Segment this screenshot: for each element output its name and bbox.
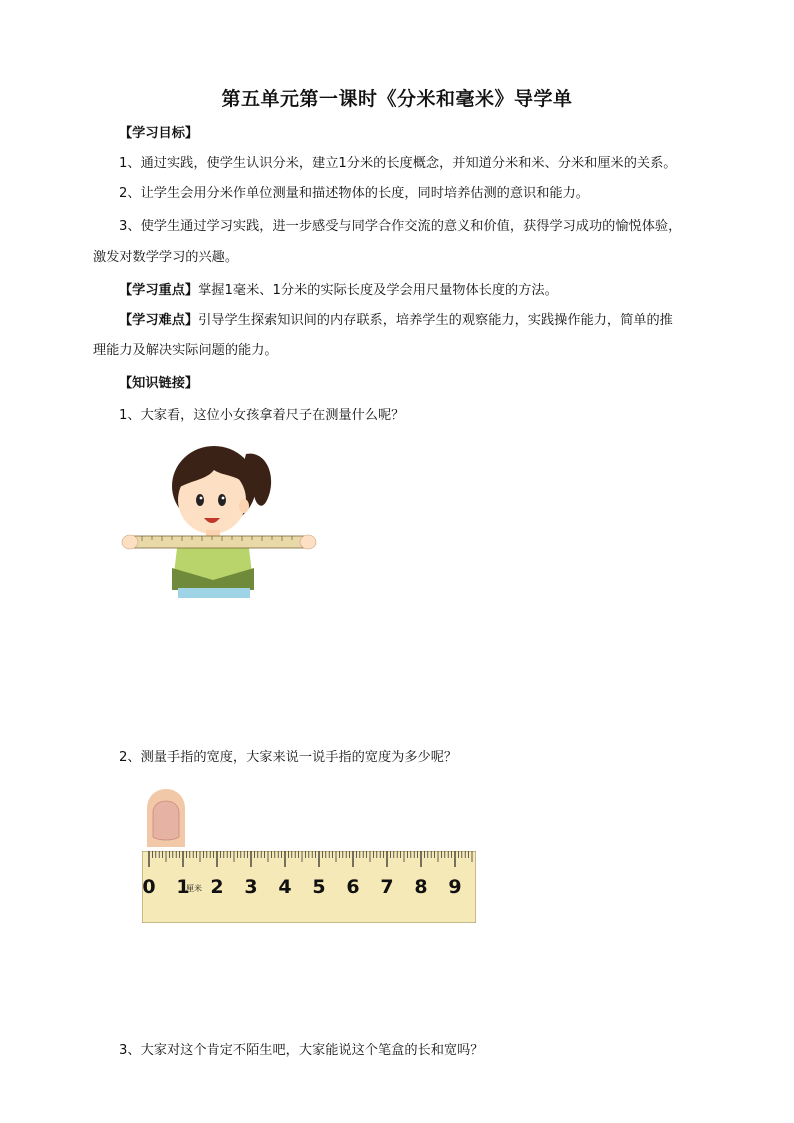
key-point (119, 281, 558, 301)
ruler-number: 2 (210, 876, 224, 898)
ruler-unit-label: 厘米 (186, 884, 202, 893)
page-title: 第五单元第一课时《分米和毫米》导学单 (221, 88, 573, 110)
ruler-number: 5 (312, 876, 326, 898)
key-point-text: 掌握1毫米、1分米的实际长度及学会用尺量物体长度的方法。 (198, 283, 558, 298)
ruler-number: 9 (448, 876, 462, 898)
goals-heading: 【学习目标】 (119, 126, 199, 141)
ruler-number: 7 (380, 876, 394, 898)
ruler-number: 8 (414, 876, 428, 898)
goal-2: 2、让学生会用分米作单位测量和描述物体的长度，同时培养估测的意识和能力。 (119, 186, 589, 201)
question-1: 1、大家看，这位小女孩拿着尺子在测量什么呢？ (119, 408, 405, 423)
key-point-label: 【学习重点】 (119, 283, 199, 298)
goal-1: 1、通过实践，使学生认识分米，建立1分米的长度概念，并知道分米和米、分米和厘米的关系。 (119, 156, 677, 171)
girl-with-ruler-illustration (118, 440, 318, 598)
question-2: 2、测量手指的宽度，大家来说一说手指的宽度为多少呢？ (119, 750, 458, 765)
difficulty-text-2: 理能力及解决实际问题的能力。 (93, 343, 278, 358)
ruler-number: 3 (244, 876, 258, 898)
ruler-number: 0 (142, 876, 156, 898)
link-heading: 【知识链接】 (119, 376, 199, 391)
question-3: 3、大家对这个肯定不陌生吧，大家能说这个笔盒的长和宽吗？ (119, 1043, 484, 1058)
ruler-number: 1 (176, 876, 190, 898)
ruler-number: 6 (346, 876, 360, 898)
finger-illustration (143, 789, 189, 847)
difficulty (119, 311, 673, 331)
difficulty-text-1: 引导学生探索知识间的内存联系，培养学生的观察能力，实践操作能力，简单的推 (198, 313, 673, 328)
centimeter-ruler (142, 851, 476, 923)
difficulty-label: 【学习难点】 (119, 313, 199, 328)
goal-3-continued: 激发对数学学习的兴趣。 (93, 250, 239, 265)
ruler-number: 4 (278, 876, 292, 898)
goal-3: 3、使学生通过学习实践，进一步感受与同学合作交流的意义和价值，获得学习成功的愉悦体验， (119, 219, 682, 234)
